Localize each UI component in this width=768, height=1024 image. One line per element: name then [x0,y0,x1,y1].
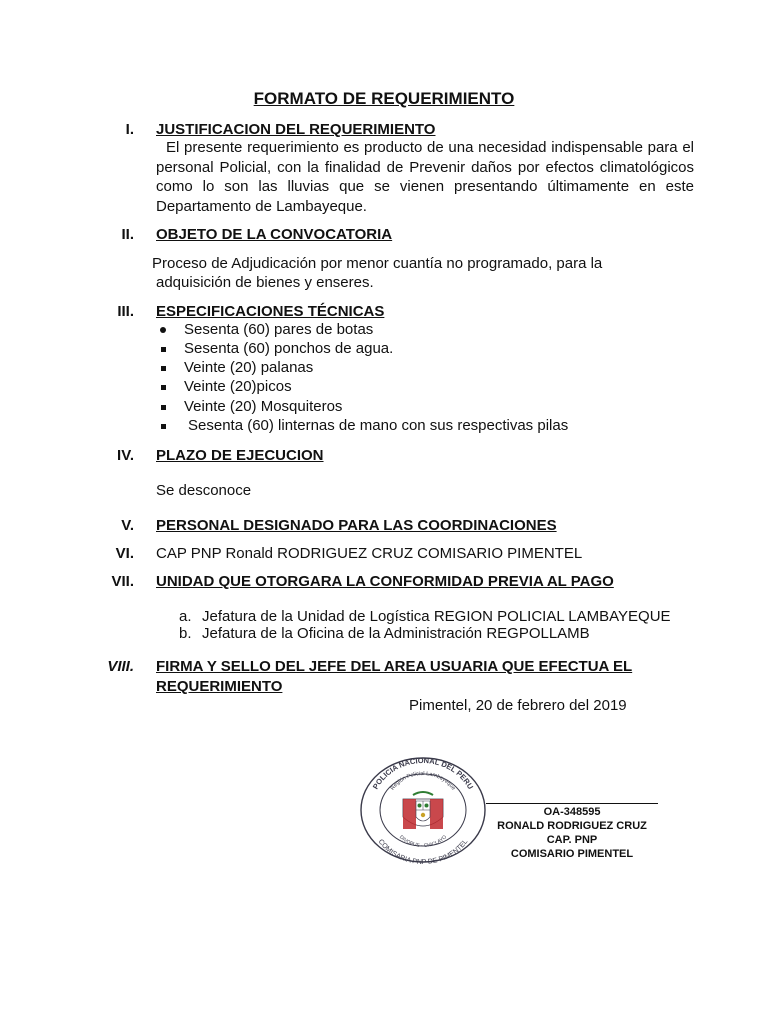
bullet-icon [156,417,170,434]
justificacion-paragraph: El presente requerimiento es producto de una necesidad indispensable para el personal Policial, con la finalidad de Prevenir daños por efectos climatológicos como lo son las lluvias que se vienen presentando últimamente en este Departamento de Lambayeque. [156,139,694,215]
section-number-6: VI. [115,545,134,562]
list-marker: b. [179,625,192,642]
stamp-inner-bottom-text: DIVOPUS - CHICLAYO [398,834,448,850]
section-number-4: IV. [117,447,134,464]
unidad-item: Jefatura de la Oficina de la Administración REGPOLLAMB [202,625,590,642]
section-heading-personal: PERSONAL DESIGNADO PARA LAS COORDINACIONES [156,517,557,534]
signature-position: COMISARIO PIMENTEL [510,848,634,860]
section-heading-plazo: PLAZO DE EJECUCION [156,447,324,464]
bullet-icon [156,321,170,338]
list-marker: a. [179,608,192,625]
svg-text:DIVOPUS - CHICLAYO [398,834,448,849]
section-number-8: VIII. [107,658,134,675]
section-number-3: III. [117,303,134,320]
stamp-inner-top-text: Región Policial Lambayeque [389,770,457,792]
objeto-line-1: Proceso de Adjudicación por menor cuantía no programado, para la [152,255,603,272]
signature-rank: CAP. PNP [546,834,598,846]
bullet-icon [156,398,170,415]
section-heading-firma-line-2: REQUERIMIENTO [156,678,283,695]
section-number-5: V. [121,517,134,534]
signature-name: RONALD RODRIGUEZ CRUZ [497,820,647,832]
coat-of-arms-icon [403,792,443,829]
stamp-outer-top-text: POLICIA NACIONAL DEL PERU [370,755,476,791]
spec-item: Veinte (20) palanas [184,359,314,376]
stamp-outer-bottom-text: COMISARIA PNP DE PIMENTEL [376,838,470,865]
signature-line [486,803,658,804]
section-number-7: VII. [111,573,134,590]
spec-item: Sesenta (60) linternas de mano con sus respectivas pilas [188,417,569,434]
section-heading-objeto: OBJETO DE LA CONVOCATORIA [156,226,393,243]
section-number-2: II. [121,226,134,243]
plazo-text: Se desconoce [156,482,252,499]
section-number-1: I. [125,121,134,138]
document-title: FORMATO DE REQUERIMIENTO [253,89,515,108]
section-heading-especificaciones: ESPECIFICACIONES TÉCNICAS [156,303,385,320]
svg-text:Región Policial Lambayeque [390,771,456,792]
spec-item: Sesenta (60) ponchos de agua. [184,340,394,357]
police-seal-stamp [358,755,488,865]
bullet-icon [156,340,170,357]
spec-item: Veinte (20) Mosquiteros [184,398,343,415]
objeto-line-2: adquisición de bienes y enseres. [156,274,374,291]
personal-designado-text: CAP PNP Ronald RODRIGUEZ CRUZ COMISARIO PIMENTEL [156,545,583,562]
section-heading-justificacion: JUSTIFICACION DEL REQUERIMIENTO [156,121,436,138]
signature-id: OA-348595 [543,806,601,818]
bullet-icon [156,359,170,376]
bullet-icon [156,378,170,395]
section-heading-unidad: UNIDAD QUE OTORGARA LA CONFORMIDAD PREVIA AL PAGO [156,573,614,590]
spec-item: Sesenta (60) pares de botas [184,321,374,338]
date-line: Pimentel, 20 de febrero del 2019 [409,697,627,714]
svg-text:COMISARIA PNP DE PIMENTEL [377,838,470,865]
unidad-item: Jefatura de la Unidad de Logística REGION POLICIAL LAMBAYEQUE [202,608,671,625]
spec-item: Veinte (20)picos [184,378,292,395]
section-heading-firma-line-1: FIRMA Y SELLO DEL JEFE DEL AREA USUARIA QUE EFECTUA EL [156,658,633,675]
